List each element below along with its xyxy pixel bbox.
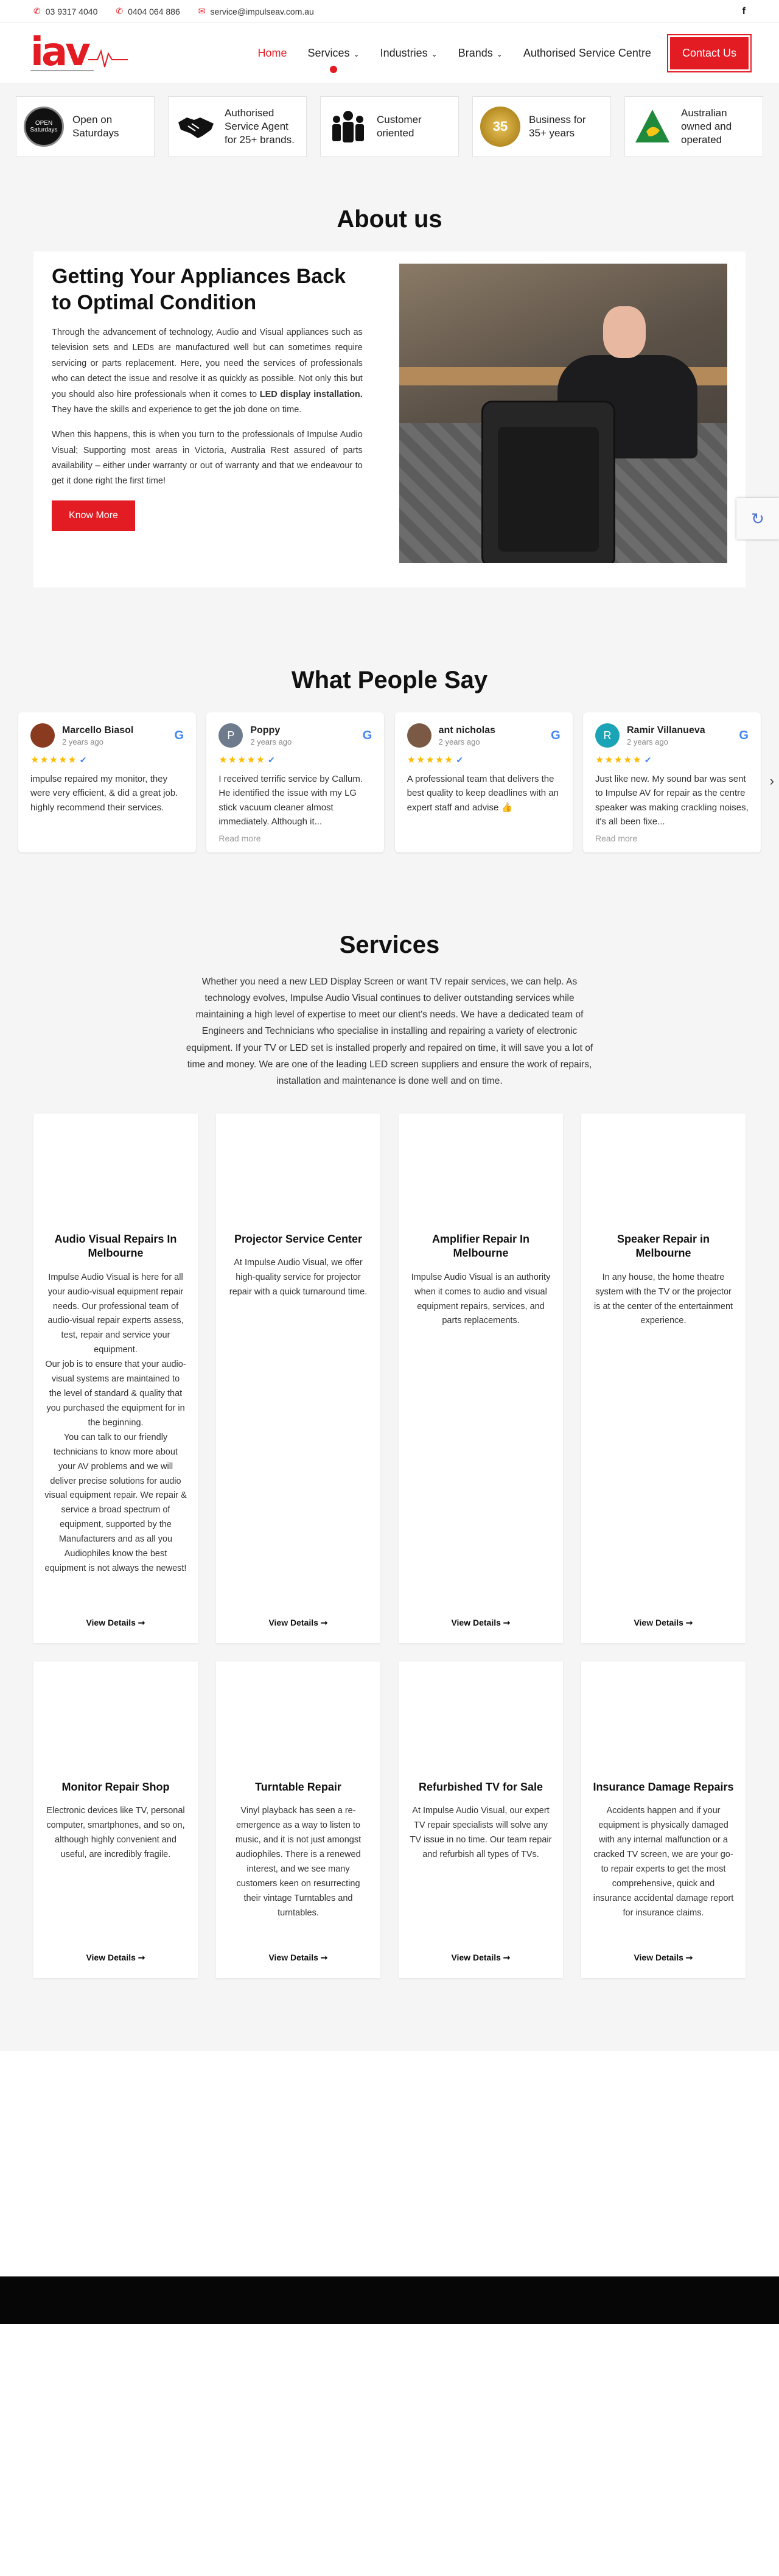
nav-services[interactable] — [308, 47, 360, 60]
nav-authorised-label: Authorised Service Centre — [523, 47, 651, 59]
stars: ★★★★★ — [218, 755, 266, 765]
read-more-link[interactable]: Read more — [595, 834, 638, 843]
chevron-right-icon[interactable]: › — [769, 773, 774, 788]
review-card — [583, 712, 761, 852]
reviewer-name: Poppy — [250, 725, 281, 735]
review-date: 2 years ago — [438, 737, 480, 746]
site-logo[interactable] — [30, 29, 128, 78]
service-card — [581, 1662, 746, 1978]
feature-australian-owned — [624, 96, 763, 157]
email-link[interactable] — [198, 6, 314, 16]
service-card — [216, 1114, 380, 1643]
feature-text: Authorised Service Agent for 25+ brands. — [225, 107, 295, 146]
service-description: Electronic devices like TV, personal computer, smartphones, and so on, although highly convenient and useful, are incredibly fragile. — [46, 1806, 185, 1860]
feature-text: Australian owned and operated — [681, 107, 732, 146]
australian-made-icon — [632, 107, 672, 147]
verified-icon: ✔ — [456, 755, 464, 765]
chevron-down-icon: ⌄ — [496, 50, 503, 58]
review-date: 2 years ago — [62, 737, 103, 746]
feature-35-years — [472, 96, 611, 157]
about-section — [0, 169, 779, 630]
service-description: Vinyl playback has seen a re-emergence as a way to listen to music, and it is not just amongst audiophiles. There is a renewed interest, and we see many customers keen on resurrecting their vintage Turntables and turntables. — [235, 1806, 362, 1918]
about-heading: Getting Your Appliances Back to Optimal Condition — [52, 265, 346, 314]
handshake-icon — [176, 107, 216, 147]
nav-industries[interactable] — [380, 47, 438, 60]
nav-services-label: Services — [307, 47, 350, 59]
service-image — [410, 1662, 552, 1780]
logo-pulse-line — [30, 29, 128, 78]
service-image — [44, 1114, 187, 1232]
email-icon: ✉ — [198, 6, 206, 16]
verified-icon: ✔ — [79, 755, 88, 765]
about-paragraph-1-start: Through the advancement of technology, Audio and Visual appliances such as television sets and LEDs are manufactured well but can sometimes require servicing or parts replacement. Here, you need the services of professionals who can detect the issue and resolve it as quickly as possible. Not only this but you should also hire professionals when it comes to — [52, 328, 363, 399]
services-section — [0, 895, 779, 2051]
avatar — [407, 723, 431, 748]
people-icon — [328, 107, 368, 147]
open-saturdays-badge-icon: OPEN Saturdays — [24, 107, 64, 147]
stars: ★★★★★ — [595, 755, 642, 765]
google-icon: G — [362, 728, 372, 742]
service-image — [592, 1662, 735, 1780]
service-title: Turntable Repair — [255, 1780, 341, 1793]
feature-text: Customer oriented — [377, 113, 422, 139]
service-title: Projector Service Center — [234, 1232, 363, 1245]
email-address: service@impulseav.com.au — [210, 6, 314, 16]
35-years-badge-icon: 35 — [480, 107, 520, 147]
reviewer-name: Marcello Biasol — [62, 725, 134, 735]
review-date: 2 years ago — [626, 737, 668, 746]
view-details-link[interactable]: View Details ➞ — [634, 1617, 693, 1627]
service-image — [44, 1662, 187, 1780]
reviews-section — [0, 630, 779, 895]
reviews-carousel — [18, 712, 774, 852]
main-nav — [248, 37, 749, 69]
services-grid-row-1 — [33, 1114, 746, 1643]
view-details-link[interactable]: View Details ➞ — [451, 1617, 511, 1627]
avatar: P — [218, 723, 243, 748]
star-rating — [218, 754, 372, 766]
google-icon: G — [551, 728, 561, 742]
top-bar — [0, 0, 779, 23]
service-description: At Impulse Audio Visual, our expert TV repair specialists will solve any TV issue in no time. Our team repair and refurbish all types of TVs. — [410, 1806, 552, 1860]
view-details-link[interactable]: View Details ➞ — [86, 1952, 145, 1962]
nav-brands-label: Brands — [458, 47, 493, 59]
review-card — [18, 712, 196, 852]
google-icon: G — [174, 728, 184, 742]
review-date: 2 years ago — [250, 737, 292, 746]
star-rating — [407, 754, 561, 766]
active-indicator-dot — [330, 66, 337, 73]
service-card — [399, 1114, 563, 1643]
logo-text: iav — [30, 29, 88, 75]
footer — [0, 2276, 779, 2324]
know-more-button[interactable]: Know More — [52, 500, 135, 531]
reviews-section-title: What People Say — [291, 667, 488, 693]
phone-link-2[interactable] — [116, 6, 180, 16]
chevron-down-icon: ⌄ — [353, 50, 360, 58]
verified-icon: ✔ — [268, 755, 276, 765]
phone-link-1[interactable] — [33, 6, 97, 16]
service-image — [227, 1662, 369, 1780]
technician-photo — [399, 264, 727, 563]
chevron-down-icon: ⌄ — [431, 50, 438, 58]
reviewer-name: Ramir Villanueva — [626, 725, 705, 735]
service-card — [581, 1114, 746, 1643]
feature-text: Open on Saturdays — [72, 113, 119, 139]
nav-brands[interactable] — [458, 47, 503, 60]
blank-section — [0, 2051, 779, 2276]
service-title: Audio Visual Repairs In Melbourne — [54, 1232, 177, 1260]
verified-icon: ✔ — [644, 755, 652, 765]
star-rating — [595, 754, 749, 766]
review-text: impulse repaired my monitor, they were very efficient, & did a great job. highly recommend their services. — [30, 774, 178, 813]
star-rating — [30, 754, 184, 766]
recaptcha-badge[interactable]: ↻ — [736, 498, 779, 539]
about-text-column — [52, 264, 381, 563]
services-section-title: Services — [339, 932, 440, 958]
service-title: Refurbished TV for Sale — [418, 1780, 543, 1793]
reviewer-name: ant nicholas — [438, 725, 496, 735]
view-details-link[interactable]: View Details ➞ — [634, 1952, 693, 1962]
service-description: At Impulse Audio Visual, we offer high-quality service for projector repair with a quick turnaround time. — [229, 1258, 368, 1297]
nav-authorised-service-centre[interactable] — [523, 47, 651, 60]
about-paragraph-2: When this happens, this is when you turn to the professionals of Impulse Audio Visual; Supporting most areas in Victoria, Australia Rest assured of parts availability – either under warranty or out of warranty and that we endeavour to get it done right the first time! — [52, 430, 363, 486]
view-details-link[interactable]: View Details ➞ — [268, 1952, 328, 1962]
stars: ★★★★★ — [407, 755, 454, 765]
avatar — [30, 723, 55, 748]
nav-home-label: Home — [257, 47, 287, 59]
about-section-title: About us — [337, 206, 442, 233]
service-card — [216, 1662, 380, 1978]
service-description: In any house, the home theatre system with the TV or the projector is at the center of the entertainment experience. — [593, 1272, 733, 1326]
review-text: I received terrific service by Callum. He identified the issue with my LG stick vacuum cleaner almost immediately. Although it... — [218, 774, 363, 827]
service-title: Speaker Repair in Melbourne — [617, 1232, 710, 1260]
phone-number-1: 03 9317 4040 — [45, 6, 98, 16]
google-icon: G — [739, 728, 749, 742]
services-intro: Whether you need a new LED Display Screen or want TV repair services, we can help. As technology evolves, Impulse Audio Visual continues to deliver outstanding services while maintaining a high level of expertise to meet our client's needs. We have a dedicated team of Engineers and Technicians who specialise in installing and repairing a variety of electronic equipment. If your TV or LED set is installed properly and repaired on time, it will save you a lot of time and money. We are one of the leading LED screen suppliers and ensure the work of repairs, installation and maintenance is done well and on time. — [186, 977, 593, 1086]
contact-us-button[interactable]: Contact Us — [670, 37, 749, 69]
service-description: Impulse Audio Visual is here for all your audio-visual equipment repair needs. Our professional team of audio-visual repair experts assess, test, repair and service your equipment. Our job is to ensure that your audio-visual systems are maintained to the level of standard & quality that you purchased the equipment for in the beginning. You can talk to our friendly technicians to know more about your AV problems and we will deliver precise solutions for audio visual equipment repair. We repair & service a broad spectrum of equipment, supported by the Manufacturers and as all you Audiophiles know the best equipment is not always the newest! — [44, 1272, 187, 1574]
review-text: A professional team that delivers the best quality to keep deadlines with an expert staff and advise 👍 — [407, 774, 559, 813]
review-card — [206, 712, 384, 852]
feature-open-saturdays — [16, 96, 155, 157]
service-image — [227, 1114, 369, 1232]
view-details-link[interactable]: View Details ➞ — [86, 1617, 145, 1627]
led-display-installation-link[interactable]: LED display installation. — [259, 389, 363, 399]
read-more-link[interactable]: Read more — [218, 834, 261, 843]
stars: ★★★★★ — [30, 755, 77, 765]
service-card — [33, 1114, 198, 1643]
feature-text: Business for 35+ years — [529, 113, 586, 139]
about-card — [33, 251, 746, 588]
service-card — [399, 1662, 563, 1978]
service-description: Impulse Audio Visual is an authority when it comes to audio and visual equipment repairs, services, and parts replacements. — [411, 1272, 551, 1326]
service-description: Accidents happen and if your equipment is physically damaged with any internal malfunction or a cracked TV screen, we are your go-to repair experts to get the most comprehensive, quick and insurance accidental damage report for insurance claims. — [593, 1806, 734, 1918]
phone-number-2: 0404 064 886 — [128, 6, 180, 16]
service-title: Amplifier Repair In Melbourne — [431, 1232, 530, 1260]
service-title: Insurance Damage Repairs — [593, 1780, 734, 1793]
review-card — [395, 712, 573, 852]
avatar: R — [595, 723, 620, 748]
service-image — [592, 1114, 735, 1232]
services-grid-row-2 — [33, 1662, 746, 1978]
site-header — [0, 23, 779, 84]
view-details-link[interactable]: View Details ➞ — [451, 1952, 511, 1962]
facebook-icon[interactable]: f — [742, 5, 746, 16]
feature-authorised-agent — [168, 96, 307, 157]
view-details-link[interactable]: View Details ➞ — [268, 1617, 328, 1627]
about-paragraph-1 — [52, 325, 363, 418]
feature-customer-oriented — [320, 96, 459, 157]
nav-industries-label: Industries — [380, 47, 428, 59]
nav-home[interactable] — [258, 47, 287, 60]
phone-icon: ✆ — [33, 6, 41, 16]
features-strip — [0, 84, 779, 169]
phone-icon: ✆ — [116, 6, 124, 16]
service-title: Monitor Repair Shop — [61, 1780, 170, 1793]
service-card — [33, 1662, 198, 1978]
review-text: Just like new. My sound bar was sent to Impulse AV for repair as the centre speaker was making crackling noises, it's all been fixe... — [595, 774, 749, 827]
service-image — [410, 1114, 552, 1232]
about-paragraph-1-end: They have the skills and experience to get the job done on time. — [52, 404, 302, 415]
